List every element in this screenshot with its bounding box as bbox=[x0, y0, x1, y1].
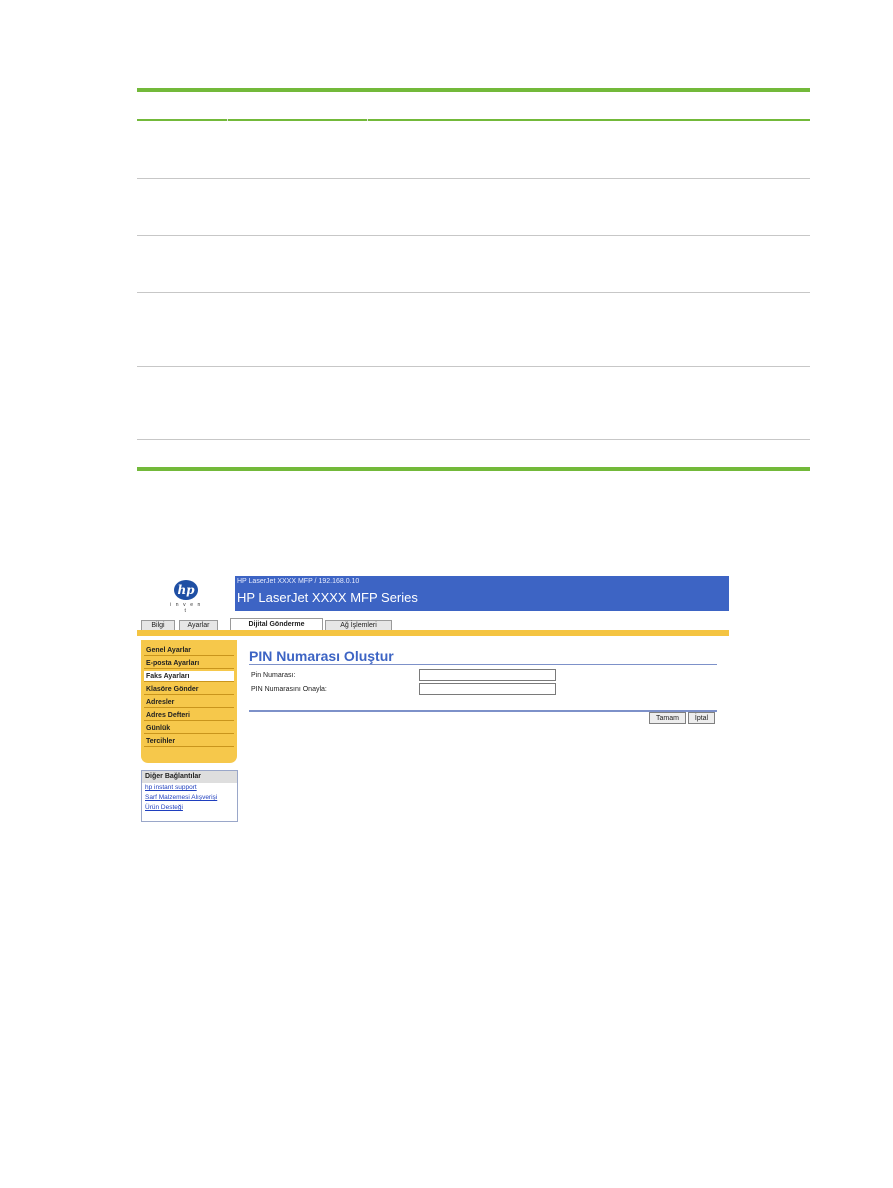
other-links-panel bbox=[141, 770, 238, 822]
sidebar-item-adresler[interactable]: Adresler bbox=[144, 697, 234, 708]
table-row bbox=[137, 236, 810, 292]
form-title: PIN Numarası Oluştur bbox=[249, 648, 394, 664]
tab-ag-islemleri[interactable]: Ağ İşlemleri bbox=[325, 620, 392, 631]
pin-number-input[interactable] bbox=[419, 669, 556, 681]
sidebar-item-faks-ayarlari[interactable]: Faks Ayarları bbox=[144, 671, 234, 682]
sidebar-nav bbox=[141, 640, 237, 763]
pin-confirm-input[interactable] bbox=[419, 683, 556, 695]
hp-logo-icon bbox=[170, 580, 202, 614]
link-product-support[interactable]: Ürün Desteği bbox=[145, 804, 183, 811]
form-bottom-divider bbox=[249, 710, 717, 712]
page-title: HP LaserJet XXXX MFP Series bbox=[237, 590, 418, 605]
title-bar bbox=[235, 576, 729, 611]
ok-button[interactable]: Tamam bbox=[649, 712, 686, 724]
table-row bbox=[137, 121, 810, 178]
table-row bbox=[137, 179, 810, 235]
logo-tagline: i n v e n t bbox=[170, 602, 202, 614]
document-table bbox=[137, 88, 810, 471]
hp-logo-mark: hp bbox=[174, 580, 198, 600]
link-hp-instant-support[interactable]: hp instant support bbox=[145, 784, 197, 791]
sidebar-item-klasore-gonder[interactable]: Klasöre Gönder bbox=[144, 684, 234, 695]
cancel-button[interactable]: İptal bbox=[688, 712, 715, 724]
tab-dijital-gonderme[interactable]: Dijital Gönderme bbox=[230, 618, 323, 632]
tab-ayarlar[interactable]: Ayarlar bbox=[179, 620, 218, 631]
title-divider bbox=[249, 664, 717, 665]
other-links-title: Diğer Bağlantılar bbox=[142, 771, 237, 783]
sidebar-item-e-posta-ayarlari[interactable]: E-posta Ayarları bbox=[144, 658, 234, 669]
sidebar-item-adres-defteri[interactable]: Adres Defteri bbox=[144, 710, 234, 721]
device-address: HP LaserJet XXXX MFP / 192.168.0.10 bbox=[237, 578, 360, 585]
sidebar-item-genel-ayarlar[interactable]: Genel Ayarlar bbox=[144, 645, 234, 656]
ews-screenshot bbox=[137, 576, 729, 822]
table-header-row bbox=[137, 92, 810, 120]
table-row bbox=[137, 367, 810, 439]
link-supplies-shopping[interactable]: Sarf Malzemesi Alışverişi bbox=[145, 794, 218, 801]
table-row bbox=[137, 293, 810, 366]
sidebar-item-gunluk[interactable]: Günlük bbox=[144, 723, 234, 734]
tab-underline bbox=[137, 630, 729, 636]
tab-bilgi[interactable]: Bilgi bbox=[141, 620, 175, 631]
table-row bbox=[137, 440, 810, 467]
pin-number-label: Pin Numarası: bbox=[251, 672, 296, 679]
sidebar-item-tercihler[interactable]: Tercihler bbox=[144, 736, 234, 747]
table-bottom-rule bbox=[137, 467, 810, 471]
pin-confirm-label: PIN Numarasını Onayla: bbox=[251, 686, 327, 693]
